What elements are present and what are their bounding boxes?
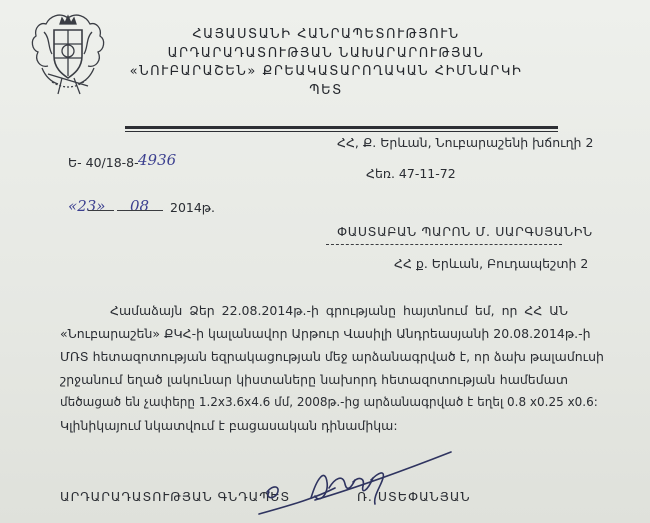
sender-address: ՀՀ, Ք. Երևան, Նուբարաշենի խճուղի 2 (337, 135, 594, 150)
body-line-1: Համաձայն Ձեր 22.08.2014թ.-ի գրությանը հայտնում եմ, որ ՀՀ ԱՆ (110, 303, 568, 318)
date-year: 2014թ. (170, 200, 216, 215)
body-line-6: Կլինիկայում նկատվում է բացասական դինամիկա: (60, 418, 398, 433)
header-line-3: «ՆՈՒԲԱՐԱՇԵՆ» ՔՐԵԱԿԱՏԱՐՈՂԱԿԱՆ ՀԻՄՆԱՐԿԻ (129, 64, 523, 79)
header-line-4: ՊԵՏ (309, 83, 343, 98)
body-line-5: մեծացած են չափերը 1.2x3.6x4.6 մմ, 2008թ.-ից արձանագրված է եղել 0.8 x0.25 x0.6: (60, 395, 598, 409)
signatory-title: ԱՐԴԱՐԱԴԱՏՈՒԹՅԱՆ ԳՆԴԱՊԵՏ (60, 489, 291, 504)
header-line-1: ՀԱՅԱՍՏԱՆԻ ՀԱՆՐԱՊԵՏՈՒԹՅՈՒՆ (192, 27, 460, 42)
handwritten-signature-icon (255, 448, 455, 518)
recipient-dashed-line (326, 244, 562, 245)
recipient-address: ՀՀ ք. Երևան, Բուդապեշտի 2 (394, 256, 589, 271)
date-day-handwritten: «23» (68, 197, 106, 215)
body-line-3: ՄՌՏ հետազոտության եզրակացության մեջ արձանագրված է, որ ձախ թալամուսի (60, 349, 604, 364)
reference-number-handwritten: 4936 (138, 151, 177, 169)
signatory-name: Ռ. ՍՏԵՓԱՆՅԱՆ (357, 489, 471, 504)
header-rule-thin (125, 131, 558, 132)
armenian-coat-of-arms-icon (22, 8, 114, 100)
body-line-2: «Նուբարաշեն» ՔԿՀ-ի կալանավոր Արթուր Վասիլի Անդրեասյանի 20.08.2014թ.-ի (60, 326, 591, 341)
reference-prefix: Ե- 40/18-8- (68, 155, 139, 170)
date-month-handwritten: 08 (130, 197, 150, 215)
date-month-underline (117, 210, 163, 211)
recipient-name: ՓԱՍՏԱԲԱՆ ՊԱՐՈՆ Մ. ՍԱՐԳՍՅԱՆԻՆ (337, 224, 593, 239)
header-line-2: ԱՐԴԱՐԱԴԱՏՈՒԹՅԱՆ ՆԱԽԱՐԱՐՈՒԹՅԱՆ (167, 46, 485, 61)
sender-phone: Հեռ. 47-11-72 (366, 166, 456, 181)
header-rule-thick (125, 126, 558, 129)
date-day-underline (88, 210, 114, 211)
body-line-4: շրջանում եղած լակունար կիստաները նախորդ հետազոտության համեմատ (60, 372, 568, 387)
